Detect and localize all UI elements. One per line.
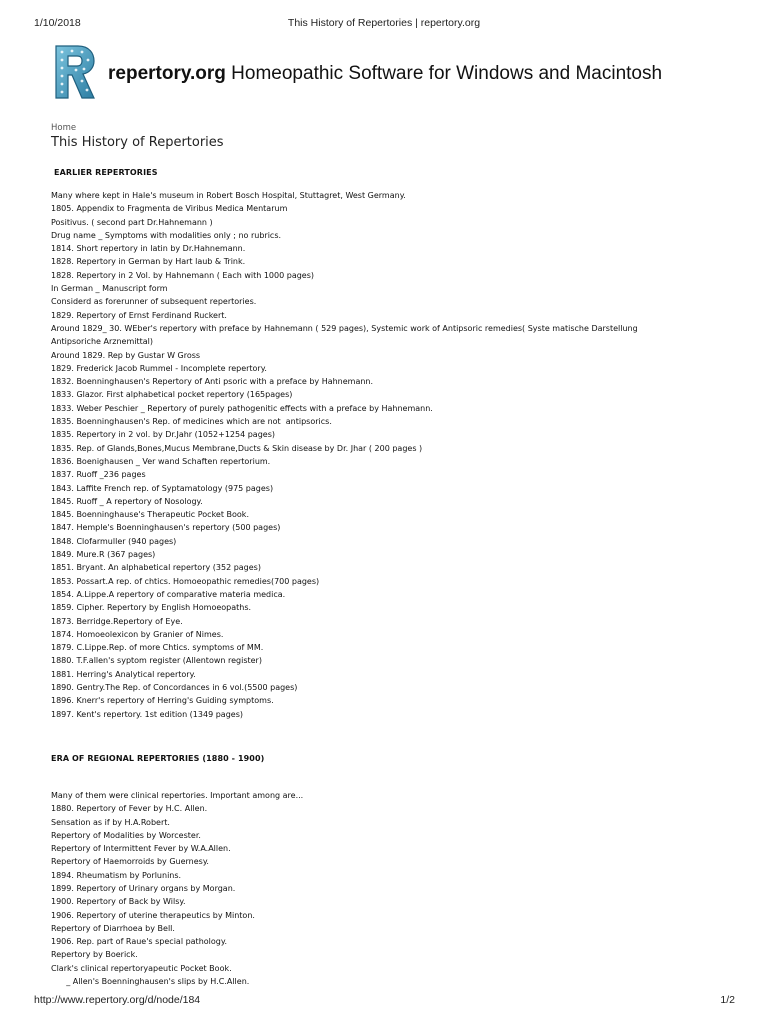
list-item: Clark's clinical repertoryapeutic Pocket Book. (51, 963, 232, 973)
list-item: Many of them were clinical repertories. Important among are... (51, 791, 304, 800)
r-logo-icon (52, 44, 96, 100)
list-item: 1880. Repertory of Fever by H.C. Allen. (51, 804, 208, 814)
list-item: Positivus. ( second part Dr.Hahnemann ) (51, 217, 213, 227)
list-item: 1835. Repertory in 2 vol. by Dr.Jahr (1052+1254 pages) (51, 430, 275, 440)
print-page-title: This History of Repertories | repertory.org (287, 17, 481, 29)
list-item: 1906. Repertory of uterine therapeutics by Minton. (51, 910, 255, 920)
list-item: 1851. Bryant. An alphabetical repertory (352 pages) (51, 563, 261, 573)
site-tagline: Homeopathic Software for Windows and Macintosh (225, 63, 663, 84)
section-heading-earlier: EARLIER REPERTORIES (54, 168, 158, 177)
earlier-repertories-list (51, 189, 638, 721)
list-item: 1833. Glazor. First alphabetical pocket repertory (165pages) (51, 390, 293, 400)
list-item: 1859. Cipher. Repertory by English Homoeopaths. (51, 603, 252, 613)
list-item: 1900. Repertory of Back by Wilsy. (51, 897, 186, 907)
list-item: Drug name _ Symptoms with modalities only ; no rubrics. (51, 230, 282, 240)
section-heading-regional: ERA OF REGIONAL REPERTORIES (1880 - 1900) (51, 754, 265, 763)
print-footer-page: 1/2 (720, 994, 735, 1006)
list-item: 1845. Ruoff _ A repertory of Nosology. (51, 496, 203, 506)
list-item: 1853. Possart.A rep. of chtics. Homoeopathic remedies(700 pages) (51, 576, 320, 586)
print-date: 1/10/2018 (34, 17, 81, 29)
list-item: 1829. Frederick Jacob Rummel - Incomplete repertory. (51, 363, 267, 373)
list-item: 1835. Boenninghausen's Rep. of medicines which are not antipsorics. (51, 417, 332, 427)
list-item: 1896. Knerr's repertory of Herring's Guiding symptoms. (51, 696, 274, 706)
list-item: _ Allen's Boenninghausen's slips by H.C.Allen. (51, 976, 250, 986)
list-item: Sensation as if by H.A.Robert. (51, 817, 170, 827)
site-logo[interactable] (52, 44, 96, 100)
page-title: This History of Repertories (51, 135, 224, 150)
list-item: 1906. Rep. part of Raue's special pathology. (51, 937, 227, 947)
list-item: 1845. Boenninghause's Therapeutic Pocket Book. (51, 510, 249, 520)
regional-repertories-list (51, 789, 303, 988)
list-item: 1897. Kent's repertory. 1st edition (1349 pages) (51, 709, 243, 719)
list-item: 1833. Weber Peschier _ Repertory of purely pathogenitic effects with a preface by Hahnemann. (51, 403, 433, 413)
list-item: 1854. A.Lippe.A repertory of comparative materia medica. (51, 589, 286, 599)
list-item: 1873. Berridge.Repertory of Eye. (51, 616, 183, 626)
list-item: Around 1829_ 30. WEber's repertory with preface by Hahnemann ( 529 pages), Systemic work of Antipsoric remedies( Syste matische Darstellung (51, 323, 638, 333)
list-item: Repertory by Boerick. (51, 950, 138, 960)
list-item: 1847. Hemple's Boenninghausen's repertory (500 pages) (51, 523, 281, 533)
list-item: 1836. Boenighausen _ Ver wand Schaften repertorium. (51, 456, 271, 466)
list-item: 1849. Mure.R (367 pages) (51, 550, 156, 560)
site-header (108, 63, 662, 85)
list-item: 1874. Homoeolexicon by Granier of Nimes. (51, 629, 224, 639)
list-item: Considerd as forerunner of subsequent repertories. (51, 297, 257, 307)
list-item: 1848. Clofarmuller (940 pages) (51, 536, 177, 546)
print-footer-url: http://www.repertory.org/d/node/184 (34, 994, 201, 1006)
list-item: 1814. Short repertory in latin by Dr.Hahnemann. (51, 244, 246, 254)
list-item: Repertory of Diarrhoea by Bell. (51, 923, 175, 933)
list-item: In German _ Manuscript form (51, 284, 168, 294)
list-item: 1828. Repertory in 2 Vol. by Hahnemann ( Each with 1000 pages) (51, 270, 315, 280)
list-item: 1881. Herring's Analytical repertory. (51, 669, 196, 679)
list-item: 1805. Appendix to Fragmenta de Viribus Medica Mentarum (51, 204, 288, 214)
list-item: 1835. Rep. of Glands,Bones,Mucus Membrane,Ducts & Skin disease by Dr. Jhar ( 200 pages ) (51, 443, 423, 453)
breadcrumb-home[interactable]: Home (51, 123, 77, 133)
list-item: Repertory of Intermittent Fever by W.A.Allen. (51, 844, 231, 854)
list-item: Repertory of Haemorroids by Guernesy. (51, 857, 209, 867)
list-item: 1829. Repertory of Ernst Ferdinand Ruckert. (51, 310, 227, 320)
list-item: Many where kept in Hale's museum in Robert Bosch Hospital, Stuttagret, West Germany. (51, 191, 406, 200)
list-item: Around 1829. Rep by Gustar W Gross (51, 350, 201, 360)
list-item: 1832. Boenninghausen's Repertory of Anti psoric with a preface by Hahnemann. (51, 377, 374, 387)
list-item: 1899. Repertory of Urinary organs by Morgan. (51, 883, 236, 893)
list-item: 1843. Laffite French rep. of Syptamatology (975 pages) (51, 483, 274, 493)
list-item: 1879. C.Lippe.Rep. of more Chtics. symptoms of MM. (51, 643, 264, 653)
site-brand[interactable]: repertory.org (108, 63, 226, 84)
list-item: 1880. T.F.allen's syptom register (Allentown register) (51, 656, 262, 666)
list-item: 1894. Rheumatism by Porlunins. (51, 870, 182, 880)
list-item: Repertory of Modalities by Worcester. (51, 830, 201, 840)
list-item: Antipsoriche Arznemittal) (51, 337, 153, 347)
list-item: 1890. Gentry.The Rep. of Concordances in 6 vol.(5500 pages) (51, 682, 298, 692)
list-item: 1828. Repertory in German by Hart laub & Trink. (51, 257, 246, 267)
list-item: 1837. Ruoff _236 pages (51, 470, 146, 480)
